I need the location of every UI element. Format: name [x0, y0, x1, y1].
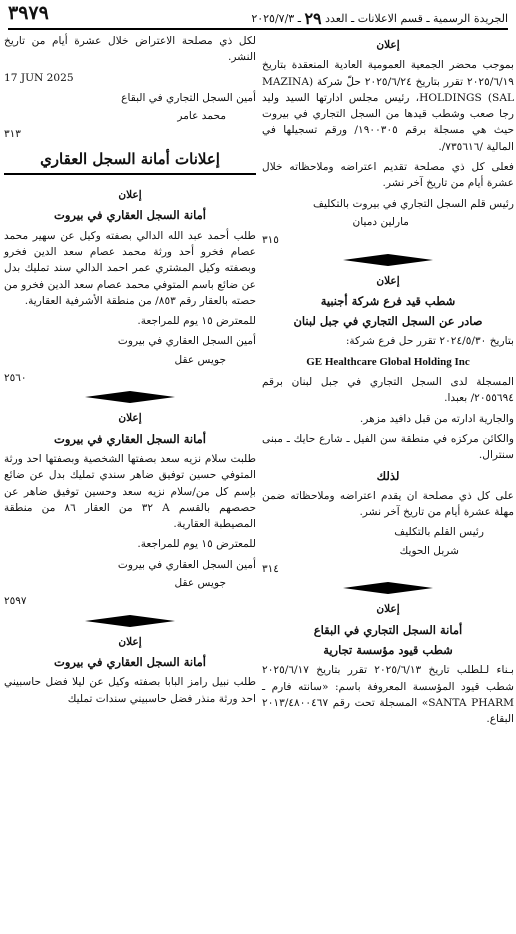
- ad-number: ٣١٤: [262, 563, 279, 576]
- issue-number: ٢٩: [304, 9, 322, 28]
- signatory-title: أمين السجل التجاري في البقاع: [121, 91, 256, 104]
- signatory-name: جويس عقل: [174, 577, 226, 590]
- signatory-name: محمد عامر: [177, 110, 226, 123]
- ad-body: بـناء لـلطلب تاريخ ٢٠٢٥/٦/١٣ تقرر بتاريخ ٢٠٢٥/٦/١٧ شطب قيود المؤسسة المعروفة باسم: «سانته فارم ـ SANTA PHARM» المسجلة تحت رقم ٢٠١٣/٤٨٠٠٤٦٧ البقاع.: [262, 664, 514, 726]
- signatory-title: أمين السجل العقاري في بيروت: [117, 558, 256, 571]
- ad-title: أمانة السجل التجاري في البقاع: [313, 622, 463, 637]
- ad-number: ٢٥٩٧: [4, 595, 27, 608]
- page-number: ٣٩٧٩: [8, 2, 49, 24]
- ad-heading: إعلان: [376, 39, 400, 51]
- ad-heading: إعلان: [376, 274, 400, 287]
- ad-intro: بتاريخ ٢٠٢٤/٥/٣٠ تقرر حل فرع شركة:: [345, 335, 514, 348]
- issue-date: ـ ٢٠٢٥/٧/٣: [251, 12, 301, 25]
- right-column: [262, 33, 514, 731]
- signatory-name: مارلين دميان: [352, 215, 409, 228]
- signatory-name: جويس عقل: [174, 353, 226, 366]
- gazette-title: [251, 9, 508, 28]
- section-title: إعلانات أمانة السجل العقاري: [4, 151, 256, 175]
- ad-deadline: للمعترض ١٥ يوم للمراجعة.: [137, 538, 256, 551]
- signatory-title: رئيس القلم بالتكليف: [394, 526, 484, 539]
- ornament-divider: [262, 581, 514, 597]
- ad-objection: فعلى كل ذي مصلحة تقديم اعتراضه وملاحظاته خلال عشرة أيام من تاريخ آخر نشر.: [262, 161, 514, 190]
- ornament-divider: [4, 614, 256, 630]
- ad-heading: إعلان: [376, 603, 400, 616]
- ad-body: طلب نبيل رامز البابا بصفته وكيل عن ليلا فضل حاسبيني احد ورثة منذر فضل حاسبيني سندات تمليك: [4, 676, 256, 705]
- ad-continuation: لكل ذي مصلحة الاعتراض خلال عشرة أيام من تاريخ النشر.: [4, 35, 256, 64]
- ad-heading: إعلان: [118, 635, 142, 648]
- ornament-divider: [4, 390, 256, 406]
- company-name: GE Healthcare Global Holding Inc: [306, 355, 470, 368]
- gazette-name: الجريدة الرسمية ـ قسم الاعلانات ـ العدد: [325, 12, 508, 25]
- ad-body: طلبت سلام نزيه سعد بصفتها الشخصية وبصفتها احد ورثة المتوفي حسين توفيق ضاهر سندي تمليك بدل عن ضائع بإسم كل من/سلام نزيه سعد وحسين توفيق ضاهر عن حصصهم بالقسم A ٣٢ من العقار ٨٦ من منطقة المصيطبة العقارية.: [4, 452, 256, 531]
- ad-paragraph: والكائن مركزه في منطقة سن الفيل ـ شارع حايك ـ مبنى سنترال.: [262, 432, 514, 462]
- left-column: [4, 33, 256, 711]
- page-header: [8, 0, 508, 30]
- ad-body: بموجب محضر الجمعية العمومية العادية المنعقدة بتاريخ ٢٠٢٥/٦/١٩ تقرر بتاريخ ٢٠٢٥/٦/٢٤ حلّ شركة (MAZINA HOLDINGS (SAL، رئيس مجلس ادارتها السيد وليد رجا صعب وشطب قيدها من السجل التجاري في بيروت حيث هي مسجلة برقم ١٩٠٠٣٠٥/ ورقم تسجيلها في المالية /٧٣٥٦١٦/.: [262, 59, 515, 153]
- ad-ladhalik: لذلك: [376, 468, 400, 483]
- ad-number: ٣١٣: [4, 128, 21, 141]
- ad-heading: إعلان: [118, 189, 142, 202]
- ad-subtitle: شطب قيود مؤسسة تجارية: [323, 642, 453, 657]
- signatory-title: أمين السجل العقاري في بيروت: [117, 335, 256, 348]
- ad-paragraph: المسجلة لدى السجل التجاري في جبل لبنان برقم ٢٠٥٥٦٩٤/ بعبدا.: [262, 376, 514, 405]
- ad-number: ٣١٥: [262, 234, 279, 247]
- ad-title: أمانة السجل العقاري في بيروت: [54, 208, 206, 223]
- ad-body: طلب أحمد عبد الله الدالي بصفته وكيل عن سهير محمد عصام فخرو أحد ورثة محمد عصام سعد الدين فخرو وبصفته وكيل المشتري عمر احمد الدالي سند تمليك بدل عن ضائع باسم المتوفي محمد عصام سعد الدين فخرو من حصته بالعقار رقم ٨٥٣/ من منطقة الأشرفية العقارية.: [4, 229, 256, 307]
- ad-title: أمانة السجل العقاري في بيروت: [54, 654, 206, 669]
- ad-paragraph: والجارية ادارته من قبل دافيد مزهر.: [359, 412, 514, 425]
- signatory-title: رئيس قلم السجل التجاري في بيروت بالتكليف: [312, 197, 514, 210]
- ad-deadline: للمعترض ١٥ يوم للمراجعة.: [137, 315, 256, 328]
- ad-objection: على كل ذي مصلحة ان يقدم اعتراضه وملاحظاته ضمن مهلة عشرة أيام من تاريخ آخر نشر.: [262, 489, 514, 519]
- ad-date: 17 JUN 2025: [4, 71, 74, 84]
- ad-subtitle: صادر عن السجل التجاري في جبل لبنان: [293, 314, 483, 329]
- ad-title: أمانة السجل العقاري في بيروت: [54, 431, 206, 446]
- ad-title: شطب قيد فرع شركة أجنبية: [320, 293, 456, 308]
- ornament-divider: [262, 253, 514, 269]
- ad-number: ٢٥٦٠: [4, 372, 27, 385]
- ad-heading: إعلان: [118, 412, 142, 425]
- signatory-name: شربل الحويك: [399, 544, 459, 557]
